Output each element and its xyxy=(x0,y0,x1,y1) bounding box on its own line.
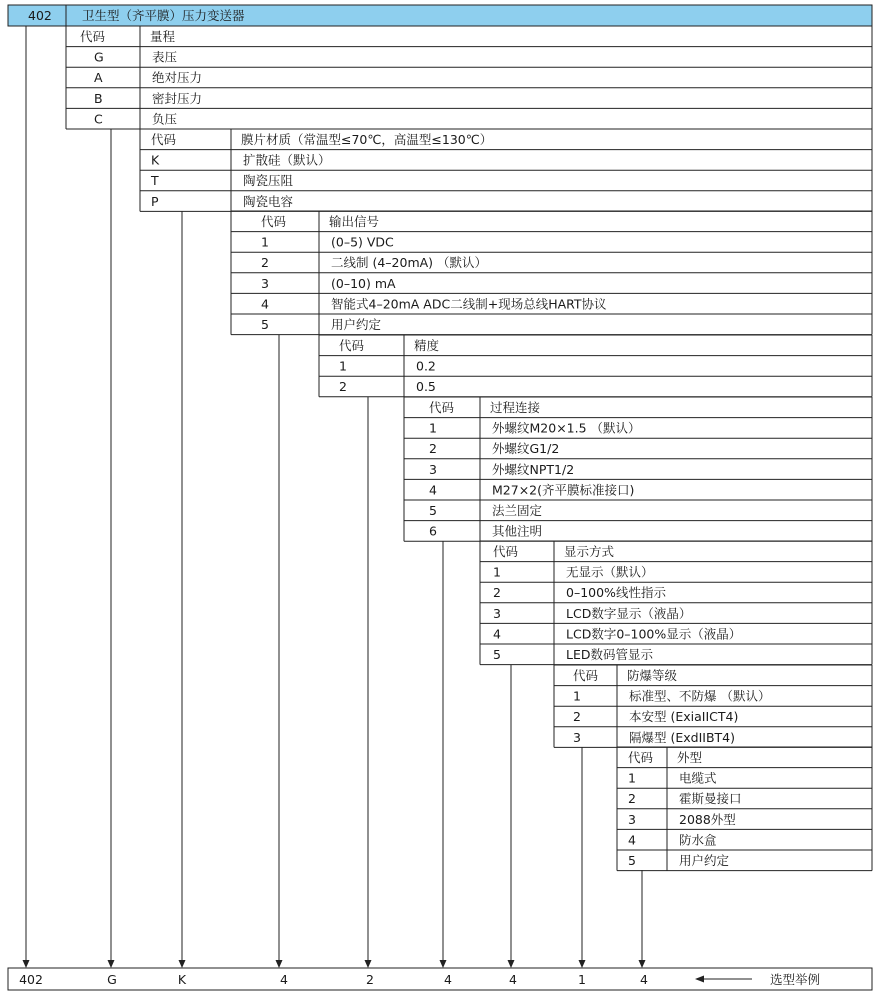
output-desc-header: 输出信号 xyxy=(329,214,380,229)
explosion-code-header: 代码 xyxy=(573,668,599,683)
housing-desc: 电缆式 xyxy=(679,770,717,786)
accuracy-desc: 0.2 xyxy=(416,358,436,374)
connection-desc-header: 过程连接 xyxy=(490,400,541,415)
housing-code: 2 xyxy=(628,791,636,807)
accuracy-code-header: 代码 xyxy=(339,338,365,353)
accuracy-desc: 0.5 xyxy=(416,379,436,395)
housing-code: 3 xyxy=(628,811,636,827)
display-desc: 0–100%线性指示 xyxy=(566,585,666,601)
range-desc: 绝对压力 xyxy=(152,70,203,86)
connection-desc: 外螺纹M20×1.5 （默认） xyxy=(492,420,641,436)
example-value: 4 xyxy=(509,972,517,987)
arrow-head xyxy=(639,960,646,968)
housing-desc-header: 外型 xyxy=(677,750,703,765)
connection-code: 6 xyxy=(429,523,437,539)
header-code: 402 xyxy=(28,8,52,23)
explosion-code: 3 xyxy=(573,729,581,745)
example-value: K xyxy=(177,972,187,987)
range-code-header: 代码 xyxy=(80,29,106,44)
connection-desc: 法兰固定 xyxy=(492,503,543,518)
example-value: 4 xyxy=(280,972,288,987)
output-code: 5 xyxy=(261,317,269,332)
connection-desc: M27×2(齐平膜标准接口) xyxy=(492,482,635,498)
diaphragm-desc: 扩散硅（默认） xyxy=(243,152,331,168)
output-code: 2 xyxy=(261,255,269,271)
arrow-head xyxy=(508,960,515,968)
housing-desc: 防水盒 xyxy=(679,832,717,848)
range-code: A xyxy=(94,70,103,86)
output-desc: (0–10) mA xyxy=(331,275,396,291)
connection-desc: 外螺纹G1/2 xyxy=(492,441,560,457)
diaphragm-desc: 陶瓷压阻 xyxy=(243,173,294,189)
example-value: 402 xyxy=(19,972,43,987)
diaphragm-code: K xyxy=(151,152,160,168)
output-code: 1 xyxy=(261,234,269,250)
accuracy-code: 1 xyxy=(339,358,347,374)
explosion-code: 2 xyxy=(573,709,581,725)
accuracy-code: 2 xyxy=(339,379,347,395)
arrow-head xyxy=(440,960,447,968)
display-desc: 无显示（默认） xyxy=(566,564,654,580)
table-lines xyxy=(8,5,872,990)
connection-code: 1 xyxy=(429,420,437,436)
housing-desc: 2088外型 xyxy=(679,811,736,827)
example-pointer-icon xyxy=(695,976,704,983)
display-desc: LED数码管显示 xyxy=(566,647,653,662)
housing-code: 4 xyxy=(628,832,636,848)
output-desc: 智能式4–20mA ADC二线制+现场总线HART协议 xyxy=(331,296,607,312)
diaphragm-code: P xyxy=(151,193,159,209)
output-desc: (0–5) VDC xyxy=(331,234,394,250)
display-code: 3 xyxy=(493,605,501,621)
explosion-desc: 本安型 (ExiaIICT4) xyxy=(629,709,739,725)
range-desc: 密封压力 xyxy=(152,90,203,106)
connection-desc: 外螺纹NPT1/2 xyxy=(492,461,575,477)
range-code: C xyxy=(94,111,103,127)
display-desc: LCD数字显示（液晶） xyxy=(566,605,692,621)
connection-code: 2 xyxy=(429,441,437,457)
arrow-head xyxy=(579,960,586,968)
diaphragm-desc-header: 膜片材质（常温型≤70℃，高温型≤130℃） xyxy=(241,132,493,147)
diaphragm-code-header: 代码 xyxy=(151,132,177,147)
explosion-desc: 隔爆型 (ExdIIBT4) xyxy=(629,729,735,745)
explosion-desc-header: 防爆等级 xyxy=(627,668,678,683)
display-code: 1 xyxy=(493,564,501,580)
arrow-head xyxy=(179,960,186,968)
connection-code: 4 xyxy=(429,482,437,498)
diaphragm-desc: 陶瓷电容 xyxy=(243,193,294,209)
arrow-head xyxy=(276,960,283,968)
example-value: G xyxy=(107,972,117,987)
diaphragm-code: T xyxy=(151,173,159,189)
connection-desc: 其他注明 xyxy=(492,523,543,539)
output-code-header: 代码 xyxy=(261,214,287,229)
arrow-head xyxy=(365,960,372,968)
explosion-desc: 标准型、不防爆 （默认） xyxy=(629,688,771,704)
arrow-head xyxy=(23,960,30,968)
output-code: 4 xyxy=(261,296,269,312)
range-desc-header: 量程 xyxy=(150,29,176,44)
display-code-header: 代码 xyxy=(493,544,519,559)
housing-desc: 用户约定 xyxy=(679,853,730,868)
housing-code: 5 xyxy=(628,853,636,868)
display-desc: LCD数字0–100%显示（液晶） xyxy=(566,626,742,642)
display-code: 2 xyxy=(493,585,501,601)
example-value: 4 xyxy=(444,972,452,987)
range-desc: 负压 xyxy=(152,111,178,127)
display-desc-header: 显示方式 xyxy=(564,544,615,559)
output-code: 3 xyxy=(261,275,269,291)
output-desc: 用户约定 xyxy=(331,317,382,332)
range-code: G xyxy=(94,49,104,65)
display-code: 4 xyxy=(493,626,501,642)
example-value: 4 xyxy=(640,972,648,987)
housing-code: 1 xyxy=(628,770,636,786)
housing-desc: 霍斯曼接口 xyxy=(679,791,742,807)
output-desc: 二线制 (4–20mA) （默认） xyxy=(331,255,488,271)
accuracy-desc-header: 精度 xyxy=(414,338,440,353)
range-desc: 表压 xyxy=(152,49,178,65)
connection-code: 5 xyxy=(429,503,437,518)
example-value: 2 xyxy=(366,972,374,987)
display-code: 5 xyxy=(493,647,501,662)
connection-code: 3 xyxy=(429,461,437,477)
housing-code-header: 代码 xyxy=(628,750,654,765)
arrow-head xyxy=(108,960,115,968)
connection-code-header: 代码 xyxy=(429,400,455,415)
range-code: B xyxy=(94,90,103,106)
header-title: 卫生型（齐平膜）压力变送器 xyxy=(82,8,245,23)
explosion-code: 1 xyxy=(573,688,581,704)
example-value: 1 xyxy=(578,972,586,987)
example-label: 选型举例 xyxy=(770,972,821,987)
table-text xyxy=(19,8,820,987)
